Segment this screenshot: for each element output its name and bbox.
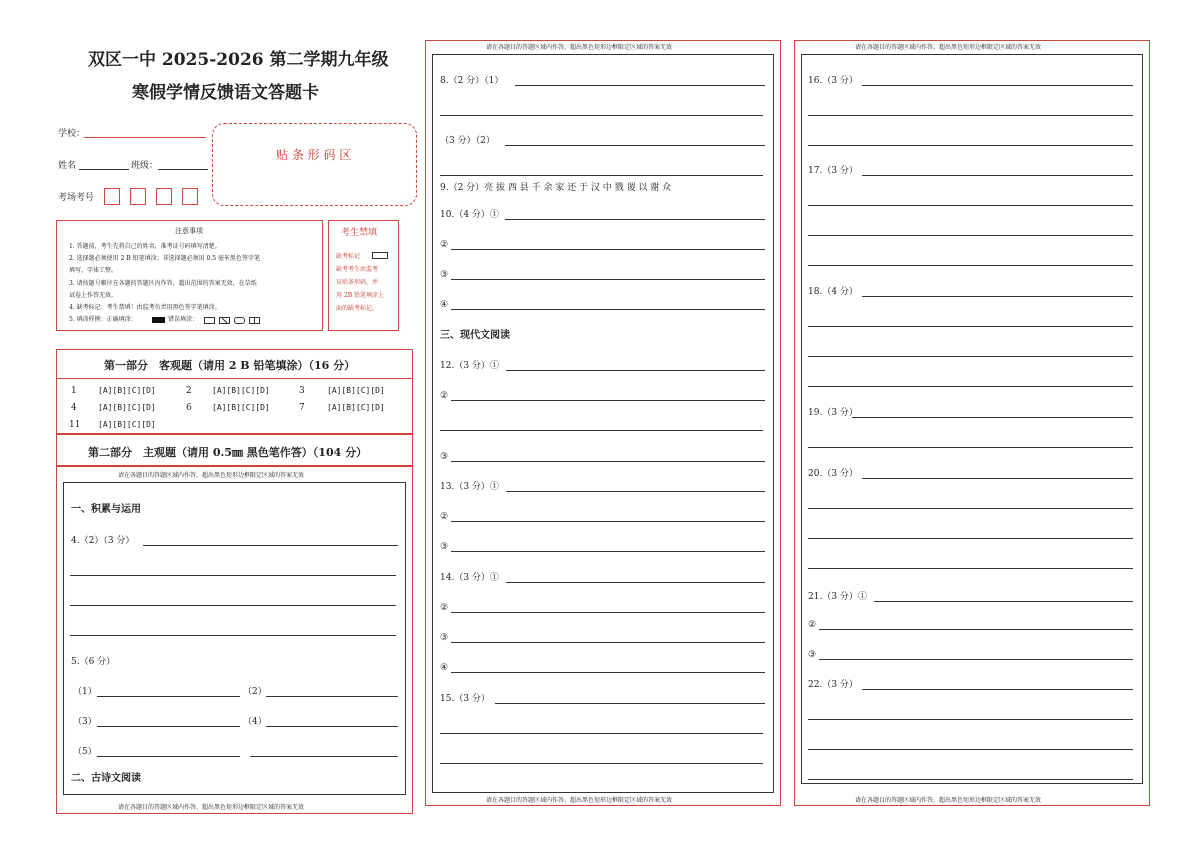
q-bubbles-6[interactable]: [A][B][C][D] xyxy=(212,403,270,412)
q5-blank-label-4: （4） xyxy=(243,717,267,727)
q22-label: 22.（3 分） xyxy=(808,680,858,690)
q13-line-2[interactable] xyxy=(451,521,765,522)
notice-line-2: 2. 选择题必须使用 2 B 铅笔填涂；非选择题必须用 0.5 毫米黑色签字笔 xyxy=(69,255,260,262)
q18-line-3[interactable] xyxy=(808,356,1133,357)
section-accumulation-title: 一、积累与运用 xyxy=(71,504,141,515)
q-number-7: 7 xyxy=(299,403,305,413)
q-bubbles-11[interactable]: [A][B][C][D] xyxy=(98,420,156,429)
notice-box xyxy=(56,220,323,331)
q12-line-4[interactable] xyxy=(451,461,765,462)
forbidden-line-2: 员贴条形码，并 xyxy=(336,279,379,286)
q17-line-2[interactable] xyxy=(808,205,1133,206)
q9-label: 9.（2 分）亮 拔 西 县 千 余 家 还 于 汉 中 戮 谡 以 谢 众 xyxy=(440,183,672,193)
q4-label: 4.（2）（3 分） xyxy=(71,536,135,546)
section-modern-reading-title: 三、现代文阅读 xyxy=(440,330,510,341)
q5-blank-label-2: （2） xyxy=(243,687,267,697)
forbidden-line-4: 面的缺考标记。 xyxy=(336,305,379,312)
q5-blank-1[interactable] xyxy=(97,696,240,697)
q18-line-2[interactable] xyxy=(808,326,1133,327)
q21-label: 21.（3 分）① xyxy=(808,592,867,602)
q5-blank-label-1: （1） xyxy=(73,687,97,697)
q-number-6: 6 xyxy=(186,403,192,413)
q17-line-1[interactable] xyxy=(862,175,1133,176)
q14-marker-4: ④ xyxy=(440,663,449,673)
q-bubbles-4[interactable]: [A][B][C][D] xyxy=(98,403,156,412)
class-field[interactable] xyxy=(158,169,208,170)
q10-marker-2: ② xyxy=(440,240,449,250)
notice-line-7: 5. 填涂样例：正确填涂： xyxy=(69,316,137,323)
q5-blank-2[interactable] xyxy=(266,696,398,697)
q18-line-1[interactable] xyxy=(862,296,1133,297)
q-bubbles-2[interactable]: [A][B][C][D] xyxy=(212,386,270,395)
q14-line-2[interactable] xyxy=(451,612,765,613)
column3-answer-frame xyxy=(801,54,1143,784)
q21-line-2[interactable] xyxy=(819,629,1133,630)
q17-label: 17.（3 分） xyxy=(808,166,858,176)
school-field[interactable] xyxy=(84,137,206,138)
q14-marker-2: ② xyxy=(440,603,449,613)
class-label: 班级： xyxy=(131,161,159,171)
q21-marker-3: ③ xyxy=(808,650,817,660)
q15-line-2[interactable] xyxy=(440,733,763,734)
absent-mark-box[interactable] xyxy=(372,252,388,259)
q5-label: 5.（6 分） xyxy=(71,657,116,667)
section-poetry-title: 二、古诗文阅读 xyxy=(71,773,141,784)
q4-answer-line-3[interactable] xyxy=(70,605,396,606)
q10-label: 10.（4 分）① xyxy=(440,210,499,220)
q22-line-2[interactable] xyxy=(808,719,1133,720)
q19-line-1[interactable] xyxy=(852,417,1133,418)
q15-line-1[interactable] xyxy=(495,703,765,704)
q-number-11: 11 xyxy=(69,420,81,430)
q16-line-2[interactable] xyxy=(808,115,1133,116)
q12-label: 12.（3 分）① xyxy=(440,361,499,371)
notice-line-1: 1. 答题前，考生先将自己的姓名、准考证号码填写清楚。 xyxy=(69,243,221,250)
page-title-line1: 双区一中 2025-2026 第二学期九年级 xyxy=(88,50,389,70)
column3-warning-top: 请在各题目的答题区域内作答，超出黑色矩形边框限定区域的答案无效 xyxy=(855,44,1042,51)
column2-warning-bottom: 请在各题目的答题区域内作答，超出黑色矩形边框限定区域的答案无效 xyxy=(486,797,673,804)
absent-mark-label: 缺考标记 xyxy=(336,253,361,260)
q17-line-4[interactable] xyxy=(808,265,1133,266)
q13-marker-2: ② xyxy=(440,512,449,522)
q12-line-1[interactable] xyxy=(506,370,765,371)
notice-line-3: 填写，字体工整。 xyxy=(69,267,118,274)
q10-line-1[interactable] xyxy=(505,219,765,220)
column1-warning-top: 请在各题目的答题区域内作答，超出黑色矩形边框限定区域的答案无效 xyxy=(118,472,305,479)
q5-blank-label-5: （5） xyxy=(73,747,97,757)
q5-blank-4[interactable] xyxy=(266,726,398,727)
q10-line-2[interactable] xyxy=(451,249,765,250)
q14-marker-3: ③ xyxy=(440,633,449,643)
q14-line-3[interactable] xyxy=(451,642,765,643)
q20-line-1[interactable] xyxy=(862,478,1133,479)
q12-line-2[interactable] xyxy=(451,400,765,401)
q-number-4: 4 xyxy=(71,403,77,413)
q5-blank-5[interactable] xyxy=(97,756,240,757)
q21-marker-2: ② xyxy=(808,620,817,630)
q4-answer-line-1[interactable] xyxy=(143,545,398,546)
q-bubbles-3[interactable]: [A][B][C][D] xyxy=(327,386,385,395)
q13-marker-3: ③ xyxy=(440,542,449,552)
notice-title: 注意事项 xyxy=(175,227,203,235)
q8-part1-line-2[interactable] xyxy=(440,115,763,116)
q20-line-4[interactable] xyxy=(808,568,1133,569)
q10-marker-3: ③ xyxy=(440,270,449,280)
q-bubbles-1[interactable]: [A][B][C][D] xyxy=(98,386,156,395)
q15-line-3[interactable] xyxy=(440,763,763,764)
school-label: 学校： xyxy=(58,129,86,139)
q-number-2: 2 xyxy=(186,386,192,396)
exam-no-box-2[interactable] xyxy=(130,188,146,205)
fill-sample-correct xyxy=(152,317,165,323)
q16-label: 16.（3 分） xyxy=(808,76,858,86)
q21-line-3[interactable] xyxy=(819,659,1133,660)
wrong-fill-label: 错误填涂： xyxy=(168,316,199,323)
q-number-1: 1 xyxy=(71,386,77,396)
exam-no-box-4[interactable] xyxy=(182,188,198,205)
forbidden-line-3: 用 2B 铅笔填涂上 xyxy=(336,292,385,299)
notice-line-6: 4. 缺考标记：考生禁填！由监考负责用黑色签字笔填涂。 xyxy=(69,304,221,311)
q13-line-3[interactable] xyxy=(451,551,765,552)
column1-answer-frame xyxy=(63,482,406,795)
q10-marker-4: ④ xyxy=(440,300,449,310)
q16-line-1[interactable] xyxy=(862,85,1133,86)
q22-line-4[interactable] xyxy=(808,779,1133,780)
notice-line-4: 3. 请按题号顺序在各题的答题区内作答，超出范围的答案无效，在草纸 xyxy=(69,280,257,287)
q14-line-1[interactable] xyxy=(506,582,765,583)
column3-warning-bottom: 请在各题目的答题区域内作答，超出黑色矩形边框限定区域的答案无效 xyxy=(855,797,1042,804)
q14-label: 14.（3 分）① xyxy=(440,573,499,583)
q17-line-3[interactable] xyxy=(808,235,1133,236)
column1-warning-bottom: 请在各题目的答题区域内作答，超出黑色矩形边框限定区域的答案无效 xyxy=(118,804,305,811)
q4-answer-line-2[interactable] xyxy=(70,575,396,576)
q14-line-4[interactable] xyxy=(451,672,765,673)
q8-part2-label: （3 分）（2） xyxy=(440,136,495,146)
q19-label: 19.（3 分） xyxy=(808,408,858,418)
q12-marker-3: ③ xyxy=(440,452,449,462)
q13-line-1[interactable] xyxy=(506,491,765,492)
q-bubbles-7[interactable]: [A][B][C][D] xyxy=(327,403,385,412)
notice-line-5: 试卷上作答无效。 xyxy=(69,292,118,299)
q21-line-1[interactable] xyxy=(874,601,1133,602)
q22-line-1[interactable] xyxy=(862,689,1133,690)
q15-label: 15.（3 分） xyxy=(440,694,490,704)
q20-line-3[interactable] xyxy=(808,538,1133,539)
forbidden-line-1: 缺考考生由监考 xyxy=(336,266,379,273)
q20-line-2[interactable] xyxy=(808,508,1133,509)
fill-sample-wrong xyxy=(204,317,262,324)
q16-line-3[interactable] xyxy=(808,145,1133,146)
q5-blank-6[interactable] xyxy=(250,756,398,757)
q8-part1-label: 8.（2 分）（1） xyxy=(440,76,504,86)
q12-line-3[interactable] xyxy=(440,430,763,431)
q5-blank-label-3: （3） xyxy=(73,717,97,727)
q8-part2-line-1[interactable] xyxy=(505,145,765,146)
q20-label: 20.（3 分） xyxy=(808,469,858,479)
q10-line-4[interactable] xyxy=(451,309,765,310)
name-label: 姓名 xyxy=(58,161,77,171)
subjective-title: 第二部分 主观题（请用 0.5㎜ 黑色笔作答）（104 分） xyxy=(88,446,368,459)
q12-marker-2: ② xyxy=(440,391,449,401)
q8-part2-line-2[interactable] xyxy=(440,175,763,176)
q5-blank-3[interactable] xyxy=(97,726,240,727)
name-field[interactable] xyxy=(79,169,129,170)
exam-no-box-3[interactable] xyxy=(156,188,172,205)
q8-part1-line-1[interactable] xyxy=(515,85,765,86)
column2-warning-top: 请在各题目的答题区域内作答，超出黑色矩形边框限定区域的答案无效 xyxy=(486,44,673,51)
objective-divider xyxy=(56,378,413,379)
q19-line-2[interactable] xyxy=(808,447,1133,448)
q13-label: 13.（3 分）① xyxy=(440,482,499,492)
q-number-3: 3 xyxy=(299,386,305,396)
column2-answer-frame xyxy=(432,54,774,793)
q18-line-4[interactable] xyxy=(808,386,1133,387)
q22-line-3[interactable] xyxy=(808,749,1133,750)
q4-answer-line-4[interactable] xyxy=(70,635,396,636)
objective-title: 第一部分 客观题（请用 2 B 铅笔填涂）（16 分） xyxy=(104,359,356,372)
exam-no-label: 考场考号 xyxy=(58,193,95,203)
q18-label: 18.（4 分） xyxy=(808,287,858,297)
exam-no-box-1[interactable] xyxy=(104,188,120,205)
barcode-label: 贴 条 形 码 区 xyxy=(276,148,352,162)
forbidden-title: 考生禁填 xyxy=(341,228,378,238)
q10-line-3[interactable] xyxy=(451,279,765,280)
barcode-area xyxy=(212,123,417,206)
page-title-line2: 寒假学情反馈语文答题卡 xyxy=(132,83,319,103)
